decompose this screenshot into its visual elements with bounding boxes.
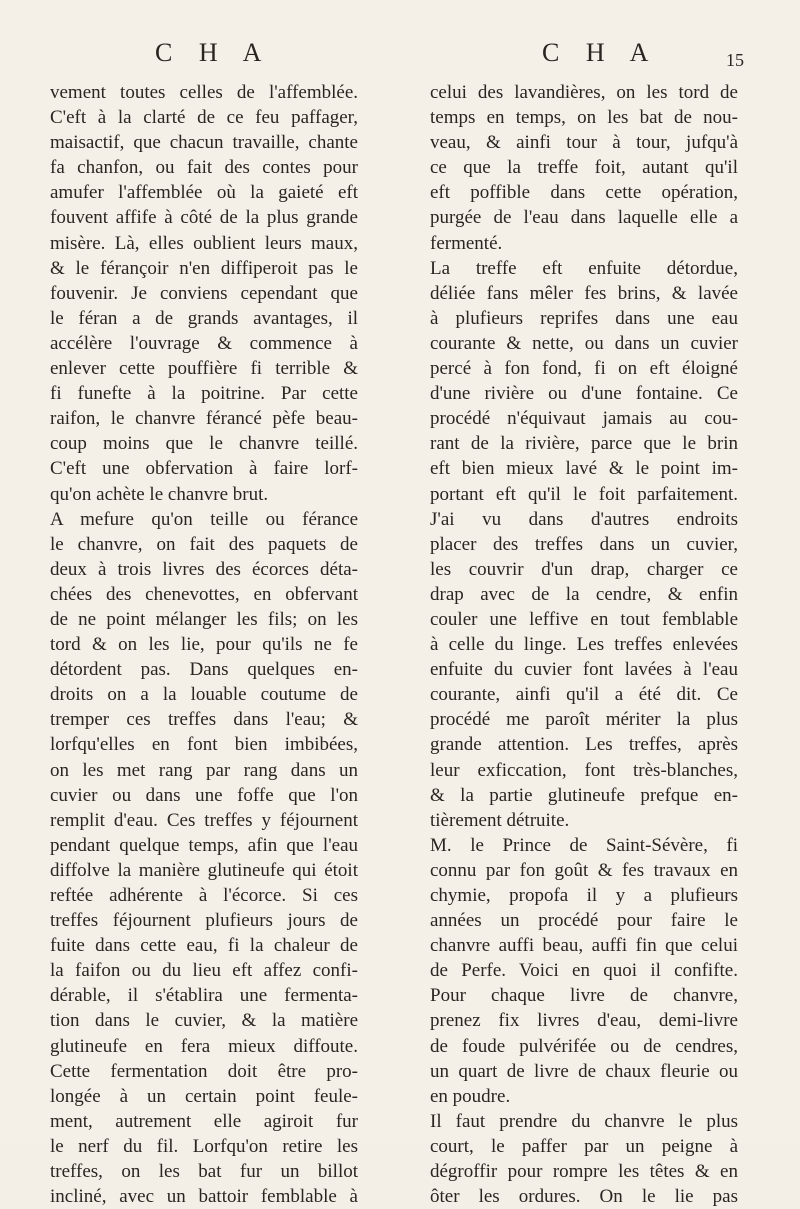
text-line: amufer l'affemblée où la gaieté eft xyxy=(50,182,358,204)
text-line: grande attention. Les treffes, après xyxy=(430,734,738,756)
text-line: prenez fix livres d'eau, demi-livre xyxy=(430,1010,738,1032)
text-line: eft bien mieux lavé & le point im- xyxy=(430,458,738,480)
text-line: J'ai vu dans d'autres endroits xyxy=(430,508,738,530)
text-line: cuvier ou dans une foffe que l'on xyxy=(50,784,358,806)
text-line: placer des treffes dans un cuvier, xyxy=(430,533,738,555)
text-line: vement toutes celles de l'affemblée. xyxy=(50,82,358,103)
text-line: lorfqu'elles en font bien imbibées, xyxy=(50,734,358,756)
text-line: courante, ainfi qu'il a été dit. Ce xyxy=(430,684,738,706)
left-running-title: C H A xyxy=(155,38,272,67)
text-line: purgée de l'eau dans laquelle elle a xyxy=(430,207,738,229)
text-line: tion dans le cuvier, & la matière xyxy=(50,1010,358,1032)
text-line: les couvrir d'un drap, charger ce xyxy=(430,558,738,580)
text-line: le nerf du fil. Lorfqu'on retire les xyxy=(50,1135,358,1157)
text-line: droits on a la louable coutume de xyxy=(50,684,358,706)
text-line: accélère l'ouvrage & commence à xyxy=(50,332,358,354)
text-line: un quart de livre de chaux fleurie ou xyxy=(430,1060,738,1082)
text-line: temps en temps, on les bat de nou- xyxy=(430,107,738,129)
text-line: fi funefte à la poitrine. Par cette xyxy=(50,383,358,405)
text-line: couler une leffive en tout femblable xyxy=(430,608,738,630)
text-line: coup moins que le chanvre teillé. xyxy=(50,433,358,455)
text-line: on les met rang par rang dans un xyxy=(50,759,358,781)
text-line: treffes féjournent plufieurs jours de xyxy=(50,910,358,932)
right-text-column xyxy=(430,80,738,1209)
text-line: fuite dans cette eau, fi la chaleur de xyxy=(50,935,358,957)
text-line: enfuite du cuvier font lavées à l'eau xyxy=(430,659,738,681)
text-line: C'eft une obfervation à faire lorf- xyxy=(50,458,358,480)
text-line: enlever cette pouffière fi terrible & xyxy=(50,358,358,380)
text-line: reftée adhérente à l'écorce. Si ces xyxy=(50,885,358,906)
text-line: en poudre. xyxy=(430,1085,511,1107)
text-line: court, le paffer par un peigne à xyxy=(430,1135,738,1157)
text-line: misère. Là, elles oublient leurs maux, xyxy=(50,232,358,254)
page-number: 15 xyxy=(726,50,744,70)
text-line: chanvre auffi beau, auffi fin que celui xyxy=(430,935,738,957)
text-line: treffes, on les bat fur un billot xyxy=(50,1161,358,1183)
text-line: A mefure qu'on teille ou férance xyxy=(50,508,358,530)
text-line: de foude pulvérifée ou de cendres, xyxy=(430,1035,738,1057)
text-line: tord & on les lie, pour qu'ils ne fe xyxy=(50,634,358,656)
text-line: de Perfe. Voici en quoi il confifte. xyxy=(430,960,738,982)
text-line: C'eft à la clarté de ce feu paffager, xyxy=(50,107,358,129)
text-line: Cette fermentation doit être pro- xyxy=(50,1060,358,1082)
text-line: d'une rivière ou d'une fontaine. Ce xyxy=(430,383,738,405)
text-line: & la partie glutineufe prefque en- xyxy=(430,784,738,806)
text-line: procédé n'équivaut jamais au cou- xyxy=(430,408,738,430)
text-line: diffolve la manière glutineufe qui étoit xyxy=(50,859,358,881)
text-line: deux à trois livres des écorces déta- xyxy=(50,558,358,580)
text-line: drap avec de la cendre, & enfin xyxy=(430,583,738,605)
text-line: pendant quelque temps, afin que l'eau xyxy=(50,834,358,856)
text-line: fouvent affife à côté de la plus grande xyxy=(50,207,358,229)
text-line: celui des lavandières, on les tord de xyxy=(430,82,738,103)
right-running-title: C H A xyxy=(542,38,659,67)
text-line: chées des chenevottes, en obfervant xyxy=(50,583,358,605)
text-line: dérable, il s'établira une fermenta- xyxy=(50,985,358,1007)
text-line: à celle du linge. Les treffes enlevées xyxy=(430,634,738,656)
text-line: remplit d'eau. Ces treffes y féjournent xyxy=(50,809,358,831)
text-line: Il faut prendre du chanvre le plus xyxy=(430,1110,738,1132)
text-line: eft poffible dans cette opération, xyxy=(430,182,738,204)
text-line: La treffe eft enfuite détordue, xyxy=(430,257,738,279)
text-line: leur exficcation, font très-blanches, xyxy=(430,759,738,781)
text-line: années un procédé pour faire le xyxy=(430,910,738,932)
text-line: ce que la treffe foit, autant qu'il xyxy=(430,157,738,179)
text-line: ôter les ordures. On le lie pas xyxy=(430,1186,738,1208)
text-line: ment, autrement elle agiroit fur xyxy=(50,1110,358,1132)
text-line: portant eft qu'il le foit parfaitement. xyxy=(430,483,738,505)
text-line: fa chanfon, ou fait des contes pour xyxy=(50,157,358,179)
text-line: rant de la rivière, parce que le brin xyxy=(430,433,738,455)
text-line: glutineufe en fera mieux diffoute. xyxy=(50,1035,358,1057)
text-line: fermenté. xyxy=(430,232,503,254)
text-line: raifon, le chanvre férancé pèfe beau- xyxy=(50,408,358,430)
text-line: à plufieurs reprifes dans une eau xyxy=(430,307,738,329)
text-line: longée à un certain point feule- xyxy=(50,1085,358,1107)
text-line: déliée fans mêler fes brins, & lavée xyxy=(430,282,738,304)
text-line: incliné, avec un battoir femblable à xyxy=(50,1186,358,1208)
left-text-column xyxy=(50,80,358,1209)
text-line: percé à fon fond, fi on eft éloigné xyxy=(430,358,738,380)
text-line: détordent pas. Dans quelques en- xyxy=(50,659,358,681)
text-line: connu par fon goût & fes travaux en xyxy=(430,859,738,881)
text-line: le féran a de grands avantages, il xyxy=(50,307,358,329)
text-line: veau, & ainfi tour à tour, jufqu'à xyxy=(430,132,738,154)
text-line: tièrement détruite. xyxy=(430,809,570,831)
text-line: & le férançoir n'en diffiperoit pas le xyxy=(50,257,358,279)
text-line: le chanvre, on fait des paquets de xyxy=(50,533,358,555)
running-header xyxy=(0,38,800,78)
text-line: maisactif, que chacun travaille, chante xyxy=(50,132,358,154)
text-line: M. le Prince de Saint-Sévère, fi xyxy=(430,834,738,856)
text-line: chymie, propofa il y a plufieurs xyxy=(430,885,738,906)
text-line: de ne point mélanger les fils; on les xyxy=(50,608,358,630)
text-line: courante & nette, ou dans un cuvier xyxy=(430,332,738,354)
text-line: fouvenir. Je conviens cependant que xyxy=(50,282,358,304)
text-line: la faifon ou du lieu eft affez confi- xyxy=(50,960,358,982)
text-line: procédé me paroît mériter la plus xyxy=(430,709,738,731)
text-line: tremper ces treffes dans l'eau; & xyxy=(50,709,358,731)
text-line: dégroffir pour rompre les têtes & en xyxy=(430,1161,738,1183)
text-line: qu'on achète le chanvre brut. xyxy=(50,483,269,505)
text-line: Pour chaque livre de chanvre, xyxy=(430,985,738,1007)
